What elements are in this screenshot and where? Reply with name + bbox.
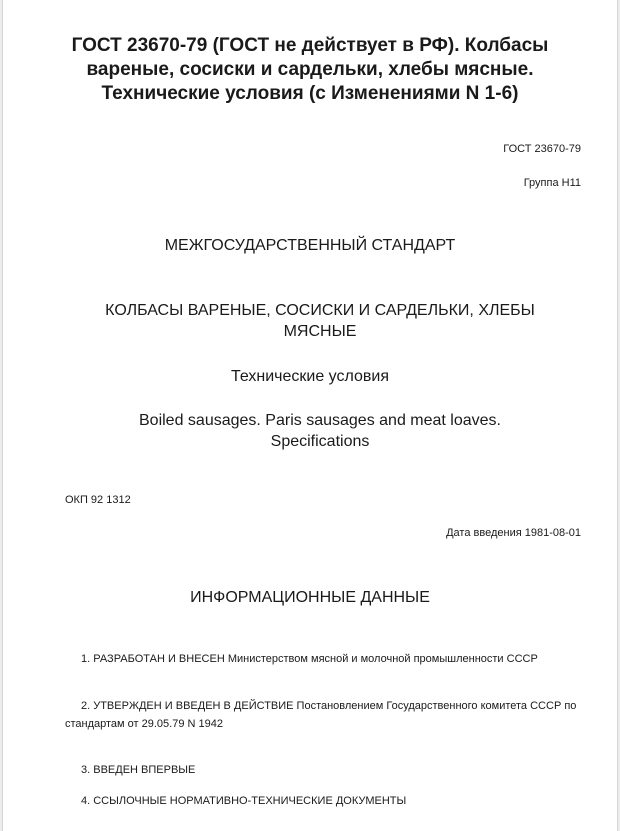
subtitle-ru: Технические условия (230, 368, 390, 385)
info-item-3: 3. ВВЕДЕН ВПЕРВЫЕ (81, 764, 196, 776)
standard-type-heading: МЕЖГОСУДАРСТВЕННЫЙ СТАНДАРТ (164, 237, 456, 254)
group-code: Группа Н11 (523, 177, 581, 189)
info-item-4: 4. ССЫЛОЧНЫЕ НОРМАТИВНО-ТЕХНИЧЕСКИЕ ДОКУМЕНТЫ (81, 795, 407, 807)
document-page (2, 0, 618, 831)
info-item-2: 2. УТВЕРЖДЕН И ВВЕДЕН В ДЕЙСТВИЕ Постановлением Государственного комитета СССР по стандартам от 29.05.79 N 1942 (65, 700, 577, 730)
info-item-1: 1. РАЗРАБОТАН И ВНЕСЕН Министерством мясной и молочной промышленности СССР (81, 653, 538, 665)
okp-code: ОКП 92 1312 (65, 494, 131, 506)
standard-name-ru: КОЛБАСЫ ВАРЕНЫЕ, СОСИСКИ И САРДЕЛЬКИ, ХЛЕБЫ МЯСНЫЕ (105, 302, 535, 340)
info-heading: ИНФОРМАЦИОННЫЕ ДАННЫЕ (190, 589, 430, 606)
introduction-date: Дата введения 1981-08-01 (446, 527, 581, 539)
standard-name-en: Boiled sausages. Paris sausages and meat loaves. Specifications (139, 412, 501, 450)
document-title: ГОСТ 23670-79 (ГОСТ не действует в РФ). Колбасы вареные, сосиски и сардельки, хлебы мясные. Технические условия (с Изменениями N 1-6) (71, 35, 549, 104)
gost-designation: ГОСТ 23670-79 (503, 143, 581, 155)
